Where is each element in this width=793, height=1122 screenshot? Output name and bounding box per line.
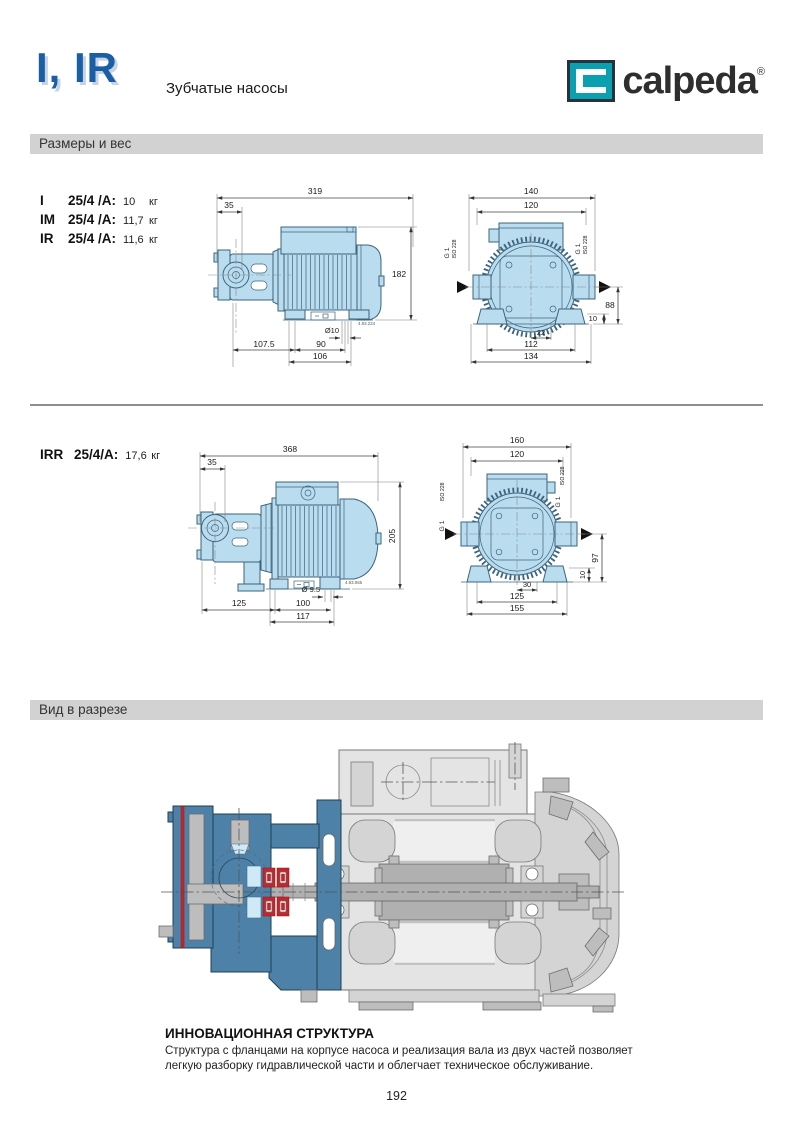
gasket-red-line [181,806,184,948]
dim-foot2: 100 [295,598,311,608]
dim-overall-length: 368 [282,444,298,454]
pump-side-outline [208,227,384,333]
dim-hole-diameter: Ø10 [324,326,339,335]
dim-height1: 97 [590,553,600,563]
port-standard-right: ISO 228 [583,235,589,255]
dim-foot1: 125 [231,598,247,608]
innovation-body: Структура с фланцами на корпусе насоса и реализация вала из двух частей позволяет легкую разборку гидравлической части и облегчает техническое обслуживание. [165,1045,633,1072]
drawing-irr-side-view [182,432,417,642]
dim-height2: 10 [578,570,587,580]
model-variant: 25/4/A: [74,447,119,462]
model-irr-weight [40,446,160,465]
drawing-code: 4.93.224 [358,321,376,326]
port-standard-left: ISO 228 [452,239,458,259]
innovation-title: ИННОВАЦИОННАЯ СТРУКТУРА [165,1026,374,1041]
pump-side-outline [188,482,381,591]
model-row [40,230,158,249]
dim-bottom3: 134 [523,351,539,361]
model-name: I [40,193,44,208]
dim-overall-length: 319 [307,186,323,196]
model-row [40,211,158,230]
model-name: IR [40,231,54,246]
innovation-block [165,1026,647,1074]
model-weight: 10 [123,196,136,208]
dim-width2: 120 [523,200,539,210]
cutaway-drawing [153,742,633,1020]
port-thread-right: G 1 [575,243,582,255]
calpeda-logo-icon [567,60,615,102]
dim-port-offset: 35 [224,200,234,210]
model-variant: 25/4 /A: [68,193,117,208]
calpeda-logo-text: calpeda® [622,60,765,102]
port-thread-left: G 1 [444,247,451,259]
model-variant: 25/4 /A: [68,231,117,246]
port-standard-right: ISO 228 [560,466,566,486]
drawing-i-side-view [205,181,425,371]
model-name: IRR [40,447,64,462]
model-weight-list [40,192,158,249]
calpeda-logo [567,60,765,102]
model-row [40,192,158,211]
model-variant: 25/4 /A: [68,212,117,227]
dim-foot1: 107.5 [253,339,275,349]
weight-unit: кг [151,450,161,462]
dim-bottom1: 30 [522,580,532,589]
dim-bottom1: 22 [536,328,546,337]
dim-port-offset: 35 [207,457,217,467]
model-weight: 11,7 [123,215,144,227]
port-standard-left: ISO 228 [440,482,446,502]
dim-foot3: 117 [296,611,310,621]
dim-foot3: 106 [312,351,328,361]
drawing-i-front-view [443,181,633,371]
dim-height: 182 [391,269,407,279]
dim-bottom2: 125 [509,591,525,601]
page-title: I, IR [36,44,119,91]
section-divider [30,404,763,406]
dim-width1: 140 [523,186,539,196]
dim-height2: 10 [588,314,597,323]
page-number: 192 [386,1089,407,1103]
port-thread-left: G 1 [439,520,446,532]
model-weight: 17,6 [125,450,147,462]
model-weight: 11,6 [123,234,144,246]
registered-mark: ® [756,66,765,78]
section-header-cutaway: Вид в разрезе [30,700,763,720]
motor-terminal-box [339,742,527,814]
dim-width1: 160 [509,435,525,445]
port-thread-right: G 1 [555,496,562,508]
weight-unit: кг [149,215,158,227]
dim-hole-diameter: Ø 9.5 [301,585,320,594]
page-subtitle: Зубчатые насосы [166,80,288,97]
dim-height1: 88 [605,300,615,310]
drawing-irr-front-view [437,430,637,645]
drawing-code: 4.93.065 [345,580,363,585]
dim-bottom2: 112 [524,339,538,349]
weight-unit: кг [149,234,158,246]
model-name: IM [40,212,55,227]
dim-width2: 120 [509,449,525,459]
dim-foot2: 90 [316,339,326,349]
section-header-dimensions: Размеры и вес [30,134,763,154]
weight-unit: кг [149,196,158,208]
dim-height: 205 [387,528,397,544]
dim-bottom3: 155 [509,603,525,613]
